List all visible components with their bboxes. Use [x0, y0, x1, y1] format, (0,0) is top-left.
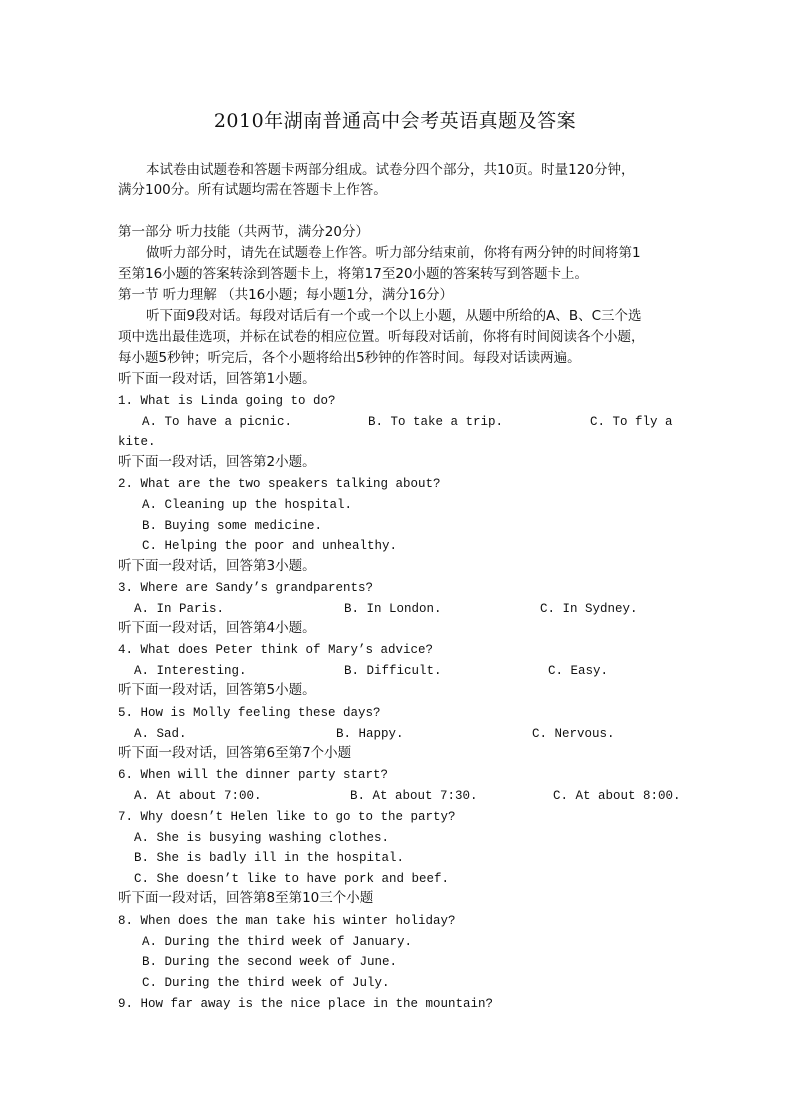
question-stem: 2. What are the two speakers talking about? [118, 477, 441, 491]
option-c: C. Nervous. [532, 727, 615, 741]
listening-prompt: 听下面一段对话，回答第5小题。 [118, 682, 316, 698]
question-stem: 4. What does Peter think of Mary’s advice? [118, 643, 434, 657]
listening-prompt: 听下面一段对话，回答第1小题。 [118, 371, 316, 387]
question-stem: 9. How far away is the nice place in the mountain? [118, 997, 494, 1011]
question-stem: 3. Where are Sandy’s grandparents? [118, 581, 374, 595]
option-a: A. At about 7:00. [134, 789, 262, 803]
option-a: A. Sad. [134, 727, 187, 741]
option-a: A. Interesting. [134, 664, 247, 678]
option-a: A. During the third week of January. [142, 935, 413, 949]
intro-line-1: 本试卷由试题卷和答题卡两部分组成。试卷分四个部分，共10页。时量120分钟， [146, 162, 635, 178]
section-one-directions-1: 听下面9段对话。每段对话后有一个或一个以上小题，从题中所给的A、B、C三个选 [146, 308, 642, 324]
part-one-note-2: 至第16小题的答案转涂到答题卡上，将第17至20小题的答案转写到答题卡上。 [118, 266, 589, 282]
option-c: C. Easy. [548, 664, 609, 678]
option-b: B. She is badly ill in the hospital. [134, 851, 405, 865]
part-one-heading: 第一部分 听力技能（共两节，满分20分） [118, 224, 369, 240]
option-c: C. Helping the poor and unhealthy. [142, 539, 398, 553]
option-b: B. Buying some medicine. [142, 519, 323, 533]
option-c: C. During the third week of July. [142, 976, 390, 990]
option-c: C. In Sydney. [540, 602, 638, 616]
option-c-continuation: kite. [118, 435, 156, 449]
page-title: 2010年湖南普通高中会考英语真题及答案 [213, 110, 577, 132]
option-b: B. Difficult. [344, 664, 442, 678]
option-b: B. To take a trip. [368, 415, 504, 429]
question-stem: 8. When does the man take his winter holiday? [118, 914, 456, 928]
option-a: A. In Paris. [134, 602, 225, 616]
option-b: B. Happy. [336, 727, 404, 741]
listening-prompt: 听下面一段对话，回答第8至第10三个小题 [118, 890, 374, 906]
section-one-directions-3: 每小题5秒钟；听完后，各个小题将给出5秒钟的作答时间。每段对话读两遍。 [118, 350, 581, 366]
listening-prompt: 听下面一段对话，回答第4小题。 [118, 620, 316, 636]
option-b: B. At about 7:30. [350, 789, 478, 803]
option-c: C. To fly a [590, 415, 673, 429]
question-stem: 1. What is Linda going to do? [118, 394, 336, 408]
option-b: B. In London. [344, 602, 442, 616]
intro-line-2: 满分100分。所有试题均需在答题卡上作答。 [118, 182, 387, 198]
section-one-heading: 第一节 听力理解 （共16小题；每小题1分，满分16分） [118, 287, 454, 303]
option-a: A. Cleaning up the hospital. [142, 498, 353, 512]
listening-prompt: 听下面一段对话，回答第3小题。 [118, 558, 316, 574]
section-one-directions-2: 项中选出最佳选项，并标在试卷的相应位置。听每段对话前，你将有时间阅读各个小题， [118, 329, 645, 345]
option-c: C. She doesn’t like to have pork and beef. [134, 872, 450, 886]
part-one-note-1: 做听力部分时，请先在试题卷上作答。听力部分结束前，你将有两分钟的时间将第1 [146, 245, 641, 261]
option-c: C. At about 8:00. [553, 789, 681, 803]
listening-prompt: 听下面一段对话，回答第6至第7个小题 [118, 745, 352, 761]
question-stem: 5. How is Molly feeling these days? [118, 706, 381, 720]
option-b: B. During the second week of June. [142, 955, 398, 969]
option-a: A. To have a picnic. [142, 415, 293, 429]
question-stem: 6. When will the dinner party start? [118, 768, 389, 782]
option-a: A. She is busying washing clothes. [134, 831, 390, 845]
question-stem: 7. Why doesn’t Helen like to go to the party? [118, 810, 456, 824]
listening-prompt: 听下面一段对话，回答第2小题。 [118, 454, 316, 470]
